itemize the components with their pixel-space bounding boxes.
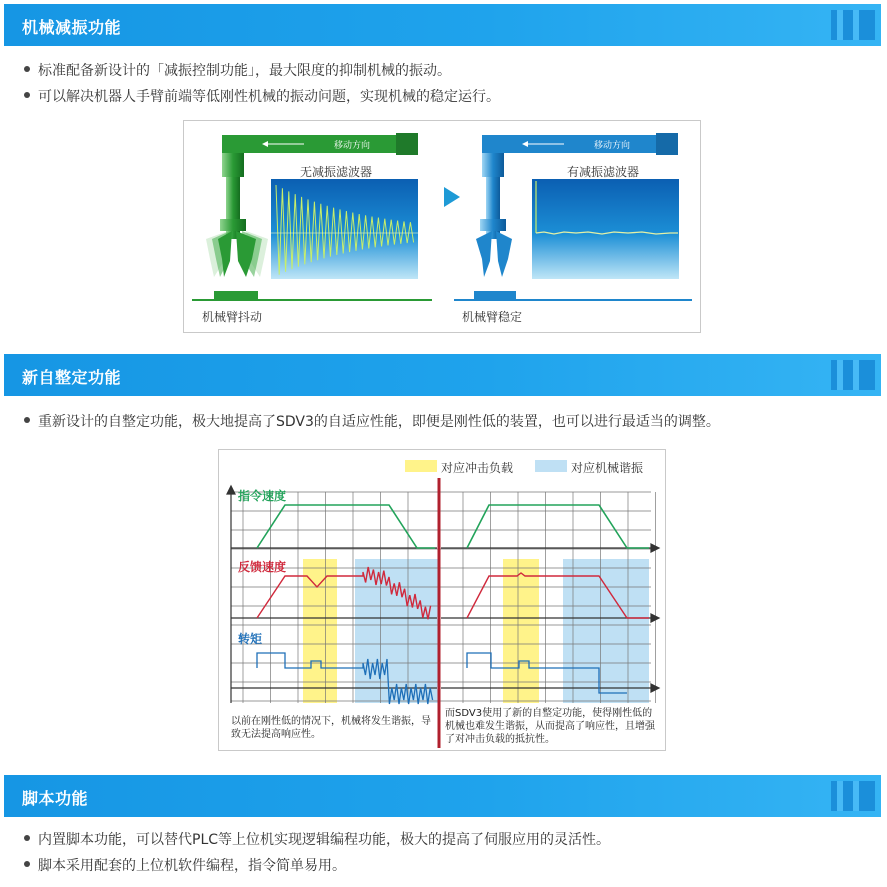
arm-joint (480, 219, 506, 231)
arm-beam (482, 135, 664, 153)
legend-swatch-blue (535, 460, 567, 472)
waveform-screen (532, 179, 679, 279)
legend-label-impact: 对应冲击负载 (441, 461, 514, 475)
header-decoration (853, 10, 859, 40)
vibration-figure (183, 120, 701, 333)
bullet-icon (24, 92, 30, 98)
header-decoration (853, 781, 859, 811)
header-decoration (853, 360, 859, 390)
arm-column (482, 153, 504, 177)
vibration-illustration (184, 121, 702, 334)
gripper-jaw (496, 231, 512, 277)
impact-load-band (303, 559, 337, 703)
arm-base (474, 291, 516, 300)
bullet-icon (24, 417, 30, 423)
caption-shaking: 机械臂抖动 (202, 310, 263, 324)
caption-stable: 机械臂稳定 (462, 310, 523, 324)
bullet-item: 内置脚本功能，可以替代PLC等上位机实现逻辑编程功能，极大的提高了伺服应用的灵活性。 (24, 829, 610, 849)
arm-motor (396, 133, 418, 155)
bullet-item: 重新设计的自整定功能，极大地提高了SDV3的自适应性能，即便是刚性低的装置，也可以进行最适当的调整。 (24, 411, 720, 431)
torque-label: 转矩 (238, 632, 263, 646)
direction-label: 移动方向 (334, 141, 371, 151)
resonance-band (355, 559, 439, 703)
arm-base (214, 291, 258, 300)
waveform-screen (271, 179, 418, 279)
impact-load-band (503, 559, 539, 703)
arm-joint (220, 219, 246, 231)
bullet-item: 脚本采用配套的上位机软件编程，指令简单易用。 (24, 855, 346, 875)
bullet-icon (24, 66, 30, 72)
header-decoration (837, 360, 843, 390)
section-title: 脚本功能 (22, 789, 89, 808)
section-header-vibration (4, 4, 881, 46)
filter-label: 有减振滤波器 (567, 165, 640, 179)
legend-label-resonance: 对应机械谐振 (571, 461, 644, 475)
arm-motor (656, 133, 678, 155)
feedback-speed-label: 反馈速度 (238, 560, 287, 574)
section-title: 机械减振功能 (22, 18, 122, 37)
note-sdv3: 而SDV3使用了新的自整定功能，使得刚性低的机械也难发生谐振，从而提高了响应性，且增强了对冲击负载的抵抗性。 (445, 708, 655, 745)
autotuning-figure (218, 449, 666, 751)
arm-beam (222, 135, 404, 153)
command-speed-line-right (467, 505, 649, 548)
bullet-icon (24, 861, 30, 867)
transition-arrow-icon (444, 187, 460, 207)
arm-column (222, 153, 244, 177)
section-title: 新自整定功能 (22, 368, 122, 387)
section-header-script (4, 775, 881, 817)
bullet-item: 可以解决机器人手臂前端等低刚性机械的振动问题，实现机械的稳定运行。 (24, 86, 500, 106)
note-previous: 以前在刚性低的情况下，机械将发生谐振，导致无法提高响应性。 (231, 716, 431, 740)
bullet-item: 标准配备新设计的「减振控制功能」，最大限度的抑制机械的振动。 (24, 60, 451, 80)
command-speed-label: 指令速度 (238, 489, 287, 503)
direction-label: 移动方向 (594, 141, 631, 151)
gripper-jaw (476, 231, 492, 277)
section-header-autotuning (4, 354, 881, 396)
header-decoration (837, 781, 843, 811)
resonance-band (563, 559, 649, 703)
bullet-icon (24, 835, 30, 841)
filter-label: 无减振滤波器 (300, 165, 373, 179)
legend-swatch-yellow (405, 460, 437, 472)
header-decoration (837, 10, 843, 40)
